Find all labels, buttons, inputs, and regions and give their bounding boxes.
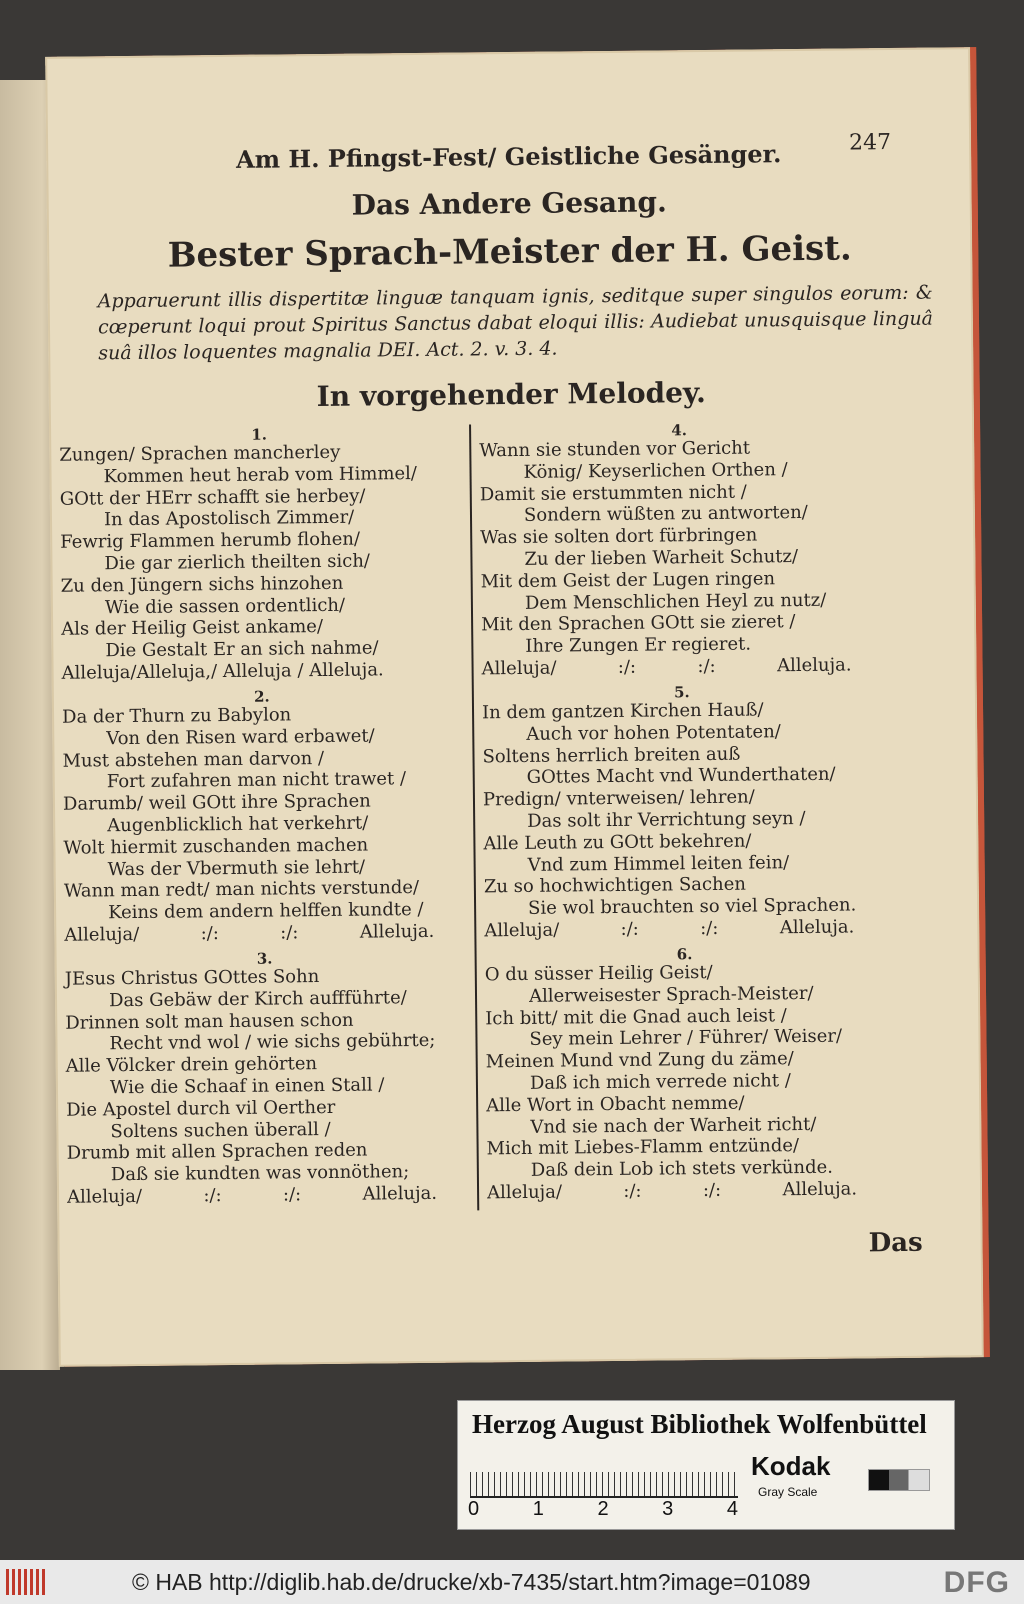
verse-line: Das solt ihr Verrichtung seyn / <box>527 807 806 832</box>
page-number: 247 <box>848 130 892 156</box>
stanza-number: 6. <box>676 945 693 964</box>
ruler-number: 2 <box>597 1498 609 1520</box>
verse-line: Die Apostel durch vil Oerther <box>66 1096 336 1121</box>
gray-swatch <box>868 1469 930 1491</box>
verse-line: Wann sie stunden vor Gericht <box>479 437 751 462</box>
refrain-part: Alleluja. <box>359 920 435 943</box>
catchword: Das <box>868 1227 923 1259</box>
refrain-part: Alleluja. <box>776 654 852 677</box>
dfg-logo: DFG <box>943 1566 1010 1599</box>
verse-line: Allerweisester Sprach-Meister/ <box>528 982 814 1007</box>
verse-line: Wann man redt/ man nichts verstunde/ <box>63 877 420 903</box>
refrain-part: :/: <box>700 917 719 940</box>
verse-line: Zu der lieben Warheit Schutz/ <box>524 546 799 570</box>
refrain-part: Alleluja/ <box>486 1181 563 1204</box>
verse-line: Daß ich mich verrede nicht / <box>529 1070 791 1094</box>
verse-line: Alle Völcker drein gehörten <box>65 1053 318 1077</box>
refrain-line <box>487 1178 887 1204</box>
verse-line: GOtt der HErr schafft sie herbey/ <box>59 485 366 510</box>
refrain-part: :/: <box>280 922 299 944</box>
song-title: Bester Sprach-Meister der H. Geist. <box>167 228 852 276</box>
verse-line: Wolt hiermit zuschanden machen <box>63 834 369 859</box>
right-column <box>469 420 887 1210</box>
stanza-number: 2. <box>253 687 270 706</box>
refrain-line <box>62 659 462 685</box>
scale-ruler <box>470 1456 738 1498</box>
footer-bar <box>0 1560 1024 1604</box>
verse-line: Das Gebäw der Kirch auffführte/ <box>108 986 407 1011</box>
stanza-number: 3. <box>256 949 273 968</box>
verse-line: Mit dem Geist der Lugen ringen <box>480 568 776 593</box>
verse-line: Sey mein Lehrer / Führer/ Weiser/ <box>529 1025 843 1051</box>
verse-line: Zu so hochwichtigen Sachen <box>483 873 747 898</box>
verse-line: Must abstehen man darvon / <box>62 747 325 772</box>
running-head: Am H. Pfingst-Fest/ Geistliche Gesänger. <box>235 139 782 174</box>
refrain-line <box>481 654 881 680</box>
verse-line: Dem Menschlichen Heyl zu nutz/ <box>524 589 827 614</box>
verse-line: Daß dein Lob ich stets verkünde. <box>530 1156 834 1181</box>
verse-line: Darumb/ weil GOtt ihre Sprachen <box>62 790 371 815</box>
stanza-number: 1. <box>251 425 268 444</box>
refrain-part: Alleluja/ <box>484 919 560 942</box>
refrain-part: Alleluja/ <box>64 923 140 946</box>
refrain-part: :/: <box>203 1185 222 1207</box>
refrain-part: :/: <box>620 918 639 940</box>
kodak-logo: Kodak <box>751 1451 831 1481</box>
verse-line: Vnd zum Himmel leiten fein/ <box>527 851 790 876</box>
verse-line: Wie die Schaaf in einen Stall / <box>109 1074 385 1099</box>
verse-line: Die Gestalt Er an sich nahme/ <box>105 637 379 662</box>
verse-line: Daß sie kundten was vonnöthen; <box>110 1161 410 1186</box>
verse-line: Was sie solten dort fürbringen <box>480 524 758 549</box>
book-page <box>45 47 984 1367</box>
verse-line: Alle Wort in Obacht nemme/ <box>486 1092 745 1117</box>
verse-line: Soltens suchen überall / <box>110 1118 331 1142</box>
verse-line: Mit den Sprachen GOtt sie zieret / <box>481 611 796 636</box>
refrain-part: :/: <box>200 923 219 945</box>
verse-line: JEsus Christus GOttes Sohn <box>64 965 320 990</box>
stanza <box>62 687 465 947</box>
stanza-number: 5. <box>673 683 690 702</box>
ruler-numbers <box>468 1498 738 1521</box>
stanza <box>485 944 888 1204</box>
verse-line: Zungen/ Sprachen mancherley <box>59 441 341 466</box>
verse-line: Von den Risen ward erbawet/ <box>106 725 375 750</box>
refrain-part: Alleluja/ <box>66 1185 143 1208</box>
verse-line: Da der Thurn zu Babylon <box>61 704 292 728</box>
stanza-number: 4. <box>671 421 688 440</box>
verse-line: Vnd sie nach der Warheit richt/ <box>530 1113 817 1138</box>
verse-line: In das Apostolisch Zimmer/ <box>103 507 355 531</box>
verse-line: Keins dem andern helffen kundte / <box>108 899 424 924</box>
refrain-line <box>64 920 464 946</box>
ruler-number: 1 <box>532 1498 544 1520</box>
refrain-part: :/: <box>617 656 637 678</box>
verse-line: Augenblicklich hat verkehrt/ <box>107 812 369 837</box>
refrain-part: Alleluja. <box>362 1182 438 1205</box>
refrain-part: Alleluja/ <box>481 657 557 680</box>
ruler-number: 4 <box>726 1498 738 1520</box>
verse-line: Auch vor hohen Potentaten/ <box>526 720 781 745</box>
stanza <box>479 420 882 680</box>
refrain-part: :/: <box>623 1180 642 1202</box>
verse-line: Als der Heilig Geist ankame/ <box>61 616 324 641</box>
verse-line: Mich mit Liebes-Flamm entzünde/ <box>486 1135 800 1160</box>
latin-epigraph: Apparuerunt illis dispertitæ linguæ tanquam ignis, seditque super singulos eorum: & cœperunt loqui prout Spiritus Sanctus dabat eloqui illis: Audiebat unusquisque linguâ suâ illos loquentes magnalia DEI. Act. 2. v. 3. 4. <box>97 281 934 365</box>
verse-line: O du süsser Heilig Geist/ <box>484 961 713 986</box>
verse-line: König/ Keyserlichen Orthen / <box>523 458 788 483</box>
verse-line: Recht vnd wol / wie sichs gebührte; <box>109 1030 436 1055</box>
refrain-part: :/: <box>697 655 716 678</box>
ruler-number: 0 <box>468 1498 480 1520</box>
verse-line: Zu den Jüngern sichs hinzohen <box>60 572 344 597</box>
verse-line: Soltens herrlich breiten auß <box>482 743 741 767</box>
verse-line: In dem gantzen Kirchen Hauß/ <box>481 699 764 724</box>
verse-line: Predign/ vnterweisen/ lehren/ <box>482 786 755 811</box>
refrain-part: Alleluja. <box>782 1178 858 1201</box>
left-column <box>59 425 467 1215</box>
hab-logo-icon <box>6 1569 46 1595</box>
verse-line: Die gar zierlich theilten sich/ <box>104 550 371 575</box>
stanza <box>65 948 468 1208</box>
credit-url[interactable]: © HAB http://diglib.hab.de/drucke/xb-7435/start.htm?image=01089 <box>132 1569 811 1595</box>
melody-note: In vorgehender Melodey. <box>316 375 706 414</box>
library-name: Herzog August Bibliothek Wolfenbüttel <box>472 1409 927 1439</box>
verse-line: GOttes Macht vnd Wunderthaten/ <box>526 764 836 789</box>
verse-line: Drumb mit allen Sprachen reden <box>66 1139 368 1165</box>
refrain-part: Alleluja/Alleluja,/ Alleluja / Alleluja. <box>61 659 384 684</box>
stanza <box>59 425 462 685</box>
verse-line: Was der Vbermuth sie lehrt/ <box>107 856 366 880</box>
refrain-part: :/: <box>702 1179 722 1201</box>
refrain-line <box>67 1182 467 1208</box>
stanza <box>482 682 885 942</box>
scan-label <box>457 1400 955 1530</box>
verse-line: Sondern wüßten zu antworten/ <box>523 502 808 527</box>
verse-line: Fort zufahren man nicht trawet / <box>106 768 407 793</box>
verse-line: Wie die sassen ordentlich/ <box>104 594 346 618</box>
verse-line: Kommen heut herab vom Himmel/ <box>103 462 418 488</box>
gray-scale-label: Gray Scale <box>758 1485 818 1499</box>
refrain-part: :/: <box>282 1184 302 1206</box>
verse-line: Alle Leuth zu GOtt bekehren/ <box>483 830 752 855</box>
refrain-part: Alleluja. <box>779 916 855 939</box>
verse-line: Ich bitt/ mit die Gnad auch leist / <box>485 1004 787 1029</box>
song-number-heading: Das Andere Gesang. <box>351 185 667 222</box>
verse-line: Ihre Zungen Er regieret. <box>525 633 752 658</box>
ruler-number: 3 <box>662 1498 674 1520</box>
refrain-line <box>484 916 884 942</box>
verse-line: Drinnen solt man hausen schon <box>65 1009 354 1034</box>
verse-line: Meinen Mund vnd Zung du zäme/ <box>485 1048 794 1073</box>
verse-line: Sie wol brauchten so viel Sprachen. <box>528 894 857 920</box>
verse-line: Damit sie erstummten nicht / <box>479 481 747 505</box>
verse-line: Fewrig Flammen herumb flohen/ <box>60 528 361 553</box>
